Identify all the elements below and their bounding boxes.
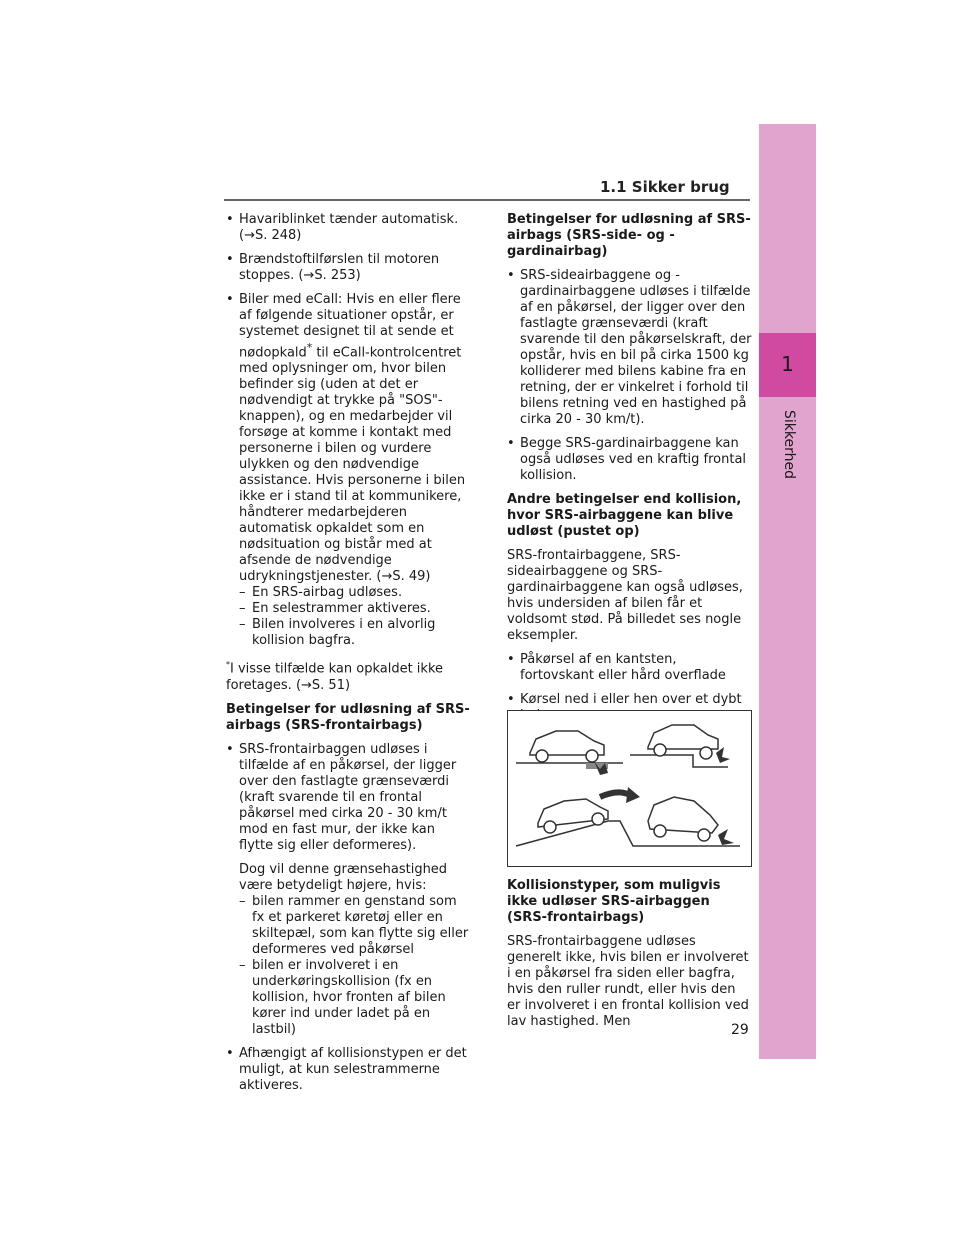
left-column (226, 212, 470, 1102)
dash-item: – bilen rammer en genstand som fx et parkeret køretøj eller en skiltepæl, som kan flytte sig eller deformeres ved påkørsel (226, 894, 470, 958)
ecall-text-a: Biler med eCall: Hvis en eller flere af følgende situationer opstår, er systemet designet til at sende et nødopkald (239, 292, 461, 361)
paragraph: Dog vil denne grænsehastighed være betydeligt højere, hvis: (239, 861, 448, 893)
footnote-text: I visse tilfælde kan opkaldet ikke foretages. (→S. 51) (226, 661, 444, 693)
heading-other-conditions: Andre betingelser end kollision, hvor SRS-airbaggene kan blive udløst (pustet op) (507, 492, 742, 539)
header-rule (224, 199, 750, 201)
list-item: • Begge SRS-gardinairbaggene kan også udløses ved en kraftig frontal kollision. (507, 436, 752, 484)
list-item: • SRS-sideairbaggene og -gardinairbaggene udløses i tilfælde af en påkørsel, der ligger over den fastlagte grænseværdi (kraft svarende til den påkørselskraft, der opstår, hvis en bil på cirka 1500 kg kolliderer med bilens kabine fra en retning, der er vinkelret i forhold til bilens retning ved en hastighed på cirka 20 - 30 km/t). (507, 268, 752, 428)
dash-item: – Bilen involveres i en alvorlig kollision bagfra. (226, 617, 470, 649)
list-item-ecall (226, 292, 470, 585)
paragraph: SRS-frontairbaggene udløses generelt ikke, hvis bilen er involveret i en påkørsel fra siden eller bagfra, hvis den ruller rundt, eller hvis den er involveret i en frontal kollision ved lav hastighed. Men (507, 934, 749, 1029)
footnote-mark: * (306, 341, 313, 354)
footnote (226, 657, 470, 693)
heading-non-deploy: Kollisionstyper, som muligvis ikke udløser SRS-airbaggen (SRS-frontairbags) (507, 878, 721, 925)
heading-side-airbags: Betingelser for udløsning af SRS-airbags (SRS-side- og -gardinairbag) (507, 212, 751, 259)
list-item: • Påkørsel af en kantsten, fortovskant eller hård overflade (507, 652, 752, 684)
list-item: • Kørsel ned i eller hen over et dybt (507, 692, 752, 724)
chapter-tab (759, 124, 816, 1059)
list-item: • Brændstoftilførslen til motoren stoppes. (→S. 253) (226, 252, 470, 284)
chapter-number: 1 (781, 352, 794, 376)
dash-item: – bilen er involveret i en underkøringskollision (fx en kollision, hvor fronten af bilen kører ind under ladet på en lastbil) (226, 958, 470, 1038)
car-jump-icon (516, 787, 740, 846)
heading-frontairbags: Betingelser for udløsning af SRS-airbags (SRS-frontairbags) (226, 701, 470, 733)
page-number: 29 (731, 1022, 749, 1038)
footnote-star: * (226, 660, 230, 670)
collision-illustration (507, 710, 752, 867)
list-item: • SRS-frontairbaggen udløses i tilfælde af en påkørsel, der ligger over den fastlagte grænseværdi (kraft svarende til en frontal påkørsel med cirka 20 - 30 km/t mod en fast mur, der ikke kan flytte sig eller deformeres). (226, 742, 470, 854)
car-curb-icon (516, 731, 623, 775)
dash-item: – En selestrammer aktiveres. (226, 601, 470, 617)
cars-illustration (508, 711, 751, 866)
dash-item: – En SRS-airbag udløses. (226, 585, 470, 601)
chapter-label: Sikkerhed (781, 410, 797, 479)
car-hole-icon (630, 725, 730, 767)
right-column (507, 212, 752, 756)
list-item: • Afhængigt af kollisionstypen er det muligt, at kun selestrammerne aktiveres. (226, 1046, 470, 1094)
paragraph: SRS-frontairbaggene, SRS-sideairbaggene og SRS-gardinairbaggene kan også udløses, hvis undersiden af bilen får et voldsomt stød. På billedet ses nogle eksempler. (507, 548, 743, 643)
ecall-text-b: til eCall-kontrolcentret med oplysninger om, hvor bilen befinder sig (uden at det er nødvendigt at trykke på "SOS"-knappen), og en medarbejder vil forsøge at komme i kontakt med personerne i bilen og vurdere ulykken og den nødvendige assistance. Hvis personerne i bilen ikke er i stand til at kommunikere, håndterer medarbejderen automatisk opkaldet som en nødsituation og bistår med at afsende de nødvendige udrykningstjenester. (→S. 49) (239, 345, 466, 585)
section-title: 1.1 Sikker brug (600, 178, 730, 196)
list-item: • Havariblinket tænder automatisk. (→S. 248) (226, 212, 470, 244)
right-column-lower (507, 878, 752, 1038)
